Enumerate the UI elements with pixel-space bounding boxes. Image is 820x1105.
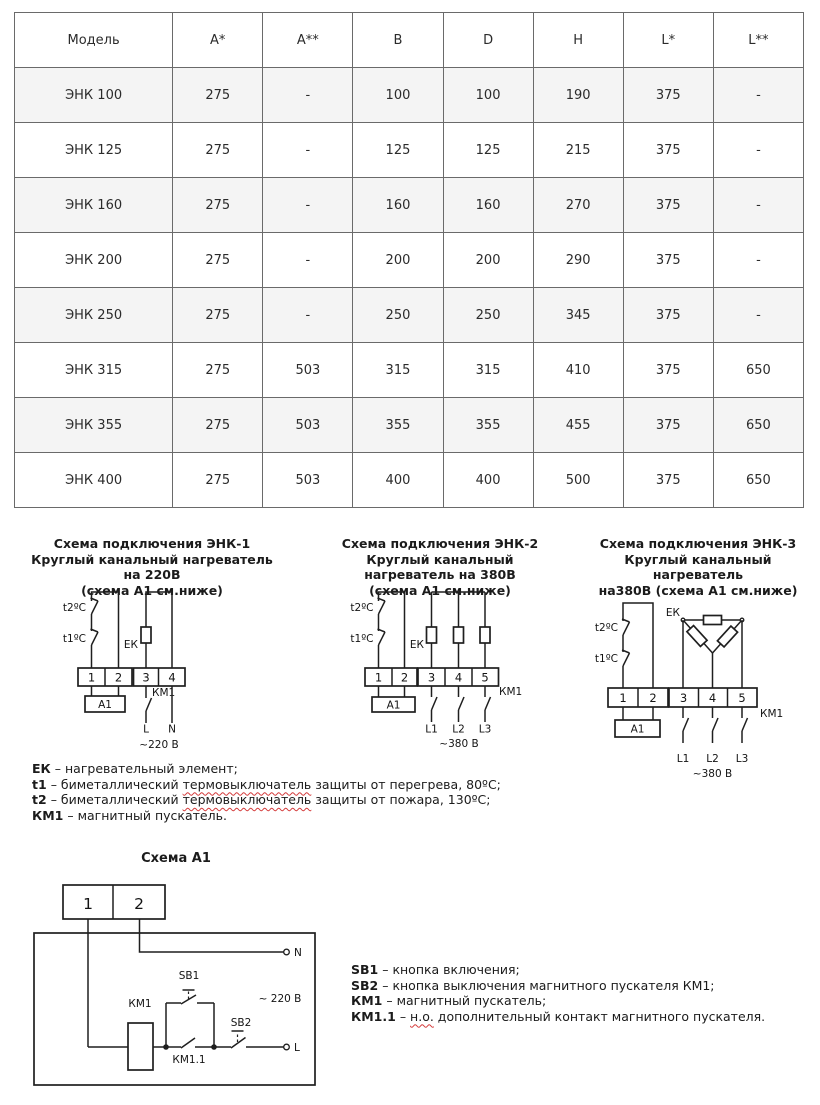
table-row	[15, 68, 804, 123]
terminal-number: 1	[374, 670, 383, 685]
t2-label: t2ºC	[350, 602, 374, 614]
heater-element	[717, 626, 737, 647]
ek-label: ЕК	[123, 639, 138, 651]
terminal-number: 2	[114, 670, 123, 685]
table-header-row	[15, 13, 804, 68]
voltage-label: ~380 В	[439, 738, 479, 750]
dimension-cell: -	[263, 68, 353, 123]
a1-schematic	[25, 868, 355, 1100]
dimension-cell: 200	[353, 233, 443, 288]
components-legend	[32, 761, 501, 823]
column-header: B	[353, 13, 443, 68]
dimension-cell: 375	[623, 288, 713, 343]
dimension-cell: 290	[533, 233, 623, 288]
terminal-number: 3	[427, 670, 436, 685]
a1-terminal-block	[63, 885, 165, 919]
km1-label: КМ1	[760, 708, 784, 720]
dimensions-table	[14, 12, 804, 508]
model-cell: ЭНК 400	[15, 453, 173, 508]
model-cell: ЭНК 200	[15, 233, 173, 288]
table-row	[15, 178, 804, 233]
dimension-cell: 200	[443, 233, 533, 288]
enk2-title-line: Схема подключения ЭНК-2	[341, 536, 539, 551]
legend-line: ЕК – нагревательный элемент;	[32, 761, 238, 776]
enk2-terminal-block	[365, 668, 499, 686]
enk2-thermostat-loop	[378, 592, 405, 668]
dimension-cell: 275	[173, 453, 263, 508]
dimension-cell: -	[263, 288, 353, 343]
dimension-cell: 410	[533, 343, 623, 398]
a1-schema-title: Схема А1	[141, 851, 211, 866]
terminal-number: 2	[400, 670, 409, 685]
km1-coil	[128, 1023, 153, 1070]
legend-line: t1 – биметаллический термовыключатель защиты от перегрева, 80ºС;	[32, 776, 501, 792]
a1-label: А1	[630, 723, 645, 736]
dimension-cell: -	[713, 123, 803, 178]
dimension-cell: -	[713, 68, 803, 123]
enk1-thermostat-loop	[91, 592, 119, 668]
dimension-cell: 375	[623, 233, 713, 288]
terminal-number: 5	[481, 670, 489, 685]
dimension-cell: 400	[443, 453, 533, 508]
line-l3-label: L3	[478, 723, 492, 736]
line-l-label: L	[143, 723, 149, 736]
heater-element	[687, 626, 707, 647]
dimension-cell: 650	[713, 453, 803, 508]
sb2-label: SB2	[230, 1017, 252, 1029]
model-cell: ЭНК 125	[15, 123, 173, 178]
a1-label: А1	[386, 699, 401, 712]
dimension-cell: -	[263, 123, 353, 178]
table-row	[15, 453, 804, 508]
dimension-cell: 355	[443, 398, 533, 453]
dimension-cell: 650	[713, 343, 803, 398]
enk2-title-line: (схема А1 см.ниже)	[369, 582, 511, 598]
dimension-cell: 275	[173, 123, 263, 178]
table-row	[15, 398, 804, 453]
table-row	[15, 123, 804, 178]
enk2-heater-branch	[427, 592, 491, 668]
terminal-number: 1	[83, 895, 93, 913]
km1-label: КМ1	[128, 998, 152, 1010]
enk3-a1-module	[615, 707, 660, 737]
dimension-cell: -	[263, 178, 353, 233]
enk3-terminal-block	[608, 688, 757, 707]
dimension-cell: 400	[353, 453, 443, 508]
dimension-cell: 345	[533, 288, 623, 343]
terminal-number: 1	[619, 691, 627, 705]
terminal-number: 3	[142, 670, 150, 685]
enk3-title-line: на380В (схема А1 см.ниже)	[598, 582, 798, 598]
enk1-title-line: Круглый канальный нагреватель на 220В	[31, 551, 273, 582]
dimension-cell: 100	[443, 68, 533, 123]
model-cell: ЭНК 160	[15, 178, 173, 233]
column-header: H	[533, 13, 623, 68]
n-terminal-label: N	[294, 947, 302, 959]
sb1-label: SB1	[178, 970, 200, 982]
legend-line: t2 – биметаллический термовыключатель защиты от пожара, 130ºС;	[32, 792, 491, 807]
column-header: L*	[623, 13, 713, 68]
legend-line: КМ1 – магнитный пускатель.	[32, 807, 227, 823]
terminal-number: 1	[87, 670, 96, 685]
table-row	[15, 233, 804, 288]
enk2-km1-contacts	[432, 686, 491, 722]
model-cell: ЭНК 100	[15, 68, 173, 123]
dimension-cell: 275	[173, 288, 263, 343]
dimension-cell: 375	[623, 123, 713, 178]
t2-label: t2ºC	[62, 602, 86, 614]
dimension-cell: -	[713, 233, 803, 288]
dimension-cell: 375	[623, 178, 713, 233]
table-row	[15, 343, 804, 398]
model-cell: ЭНК 315	[15, 343, 173, 398]
terminal-number: 5	[738, 691, 746, 705]
dimension-cell: 275	[173, 68, 263, 123]
dimension-cell: 355	[353, 398, 443, 453]
heater-element	[141, 627, 151, 643]
enk1-title-line: (схема А1 см.ниже)	[81, 582, 223, 598]
column-header: A*	[173, 13, 263, 68]
legend-line: КМ1.1 – н.о. дополнительный контакт магнитного пускателя.	[351, 1008, 766, 1024]
enk1-schematic	[30, 585, 265, 767]
dimension-cell: 503	[263, 398, 353, 453]
line-n-label: N	[168, 723, 176, 736]
dimension-cell: 503	[263, 453, 353, 508]
dimension-cell: -	[263, 233, 353, 288]
enk3-title-line: Круглый канальный нагреватель	[624, 551, 772, 582]
enk1-title-line: Схема подключения ЭНК-1	[53, 536, 251, 551]
dimension-cell: 375	[623, 343, 713, 398]
t1-label: t1ºC	[350, 633, 374, 645]
dimension-cell: 215	[533, 123, 623, 178]
l-terminal-label: L	[294, 1042, 300, 1054]
voltage-label: ~ 220 В	[258, 993, 302, 1005]
dimension-cell: 275	[173, 233, 263, 288]
enk1-heater-branch	[141, 592, 172, 668]
dimension-cell: 125	[443, 123, 533, 178]
enk3-title-line: Схема подключения ЭНК-3	[599, 536, 797, 551]
terminal-number: 4	[708, 691, 717, 705]
enk3-thermostat-loop	[622, 603, 653, 688]
voltage-label: ~380 В	[692, 768, 733, 780]
table-row	[15, 288, 804, 343]
km1-label: КМ1	[152, 687, 176, 699]
dimension-cell: 250	[353, 288, 443, 343]
heater-element	[704, 616, 722, 625]
dimension-cell: 455	[533, 398, 623, 453]
dimension-cell: 275	[173, 343, 263, 398]
dimension-cell: 375	[623, 398, 713, 453]
dimension-cell: 275	[173, 398, 263, 453]
dimension-cell: 650	[713, 398, 803, 453]
dimension-cell: 250	[443, 288, 533, 343]
enk1-terminal-block	[78, 668, 185, 686]
enk2-schematic	[350, 585, 580, 767]
enk1-km1-contact	[146, 686, 152, 723]
legend-line: SB1 – кнопка включения;	[351, 962, 520, 977]
dimension-cell: 375	[623, 68, 713, 123]
line-l2-label: L2	[452, 723, 465, 736]
dimension-cell: 275	[173, 178, 263, 233]
ek-label: ЕК	[409, 639, 424, 651]
enk3-delta-heater	[681, 616, 744, 689]
terminal-number: 3	[679, 691, 688, 705]
terminal-number: 4	[168, 670, 176, 685]
heater-element	[480, 627, 490, 643]
column-header: A**	[263, 13, 353, 68]
km1-label: КМ1	[499, 686, 523, 698]
dimension-cell: 375	[623, 453, 713, 508]
heater-element	[454, 627, 464, 643]
dimension-cell: 503	[263, 343, 353, 398]
model-cell: ЭНК 250	[15, 288, 173, 343]
km11-label: КМ1.1	[172, 1054, 206, 1066]
column-header: L**	[713, 13, 803, 68]
line-l1-label: L1	[425, 723, 438, 736]
enk3-schematic	[595, 585, 820, 787]
heater-element	[427, 627, 437, 643]
dimension-cell: 270	[533, 178, 623, 233]
t1-label: t1ºC	[594, 653, 618, 665]
line-l3-label: L3	[735, 753, 749, 765]
column-header: Модель	[15, 13, 173, 68]
dimension-cell: 500	[533, 453, 623, 508]
legend-line: КМ1 – магнитный пускатель;	[351, 993, 547, 1008]
t1-label: t1ºC	[62, 633, 86, 645]
dimension-cell: 315	[443, 343, 533, 398]
model-cell: ЭНК 355	[15, 398, 173, 453]
enk3-km1-contacts	[683, 707, 748, 743]
dimension-cell: 160	[443, 178, 533, 233]
t2-label: t2ºC	[594, 622, 618, 634]
enk1-a1-module	[85, 686, 125, 712]
dimension-cell: -	[713, 178, 803, 233]
legend-line: SB2 – кнопка выключения магнитного пускателя КМ1;	[351, 977, 715, 993]
terminal-number: 2	[134, 895, 144, 913]
terminal-number: 4	[454, 670, 463, 685]
column-header: D	[443, 13, 533, 68]
voltage-label: ~220 В	[139, 739, 179, 751]
dimension-cell: 125	[353, 123, 443, 178]
dimension-cell: 100	[353, 68, 443, 123]
line-l1-label: L1	[676, 753, 690, 765]
dimension-cell: 315	[353, 343, 443, 398]
a1-label: А1	[98, 699, 112, 711]
enk2-title-line: Круглый канальный нагреватель на 380В	[364, 551, 516, 582]
dimension-cell: 190	[533, 68, 623, 123]
terminal-number: 2	[649, 691, 657, 705]
dimension-cell: -	[713, 288, 803, 343]
ek-label: ЕК	[665, 607, 680, 619]
enk2-a1-module	[372, 686, 415, 712]
dimension-cell: 160	[353, 178, 443, 233]
line-l2-label: L2	[706, 753, 719, 765]
a1-legend	[351, 962, 765, 1024]
